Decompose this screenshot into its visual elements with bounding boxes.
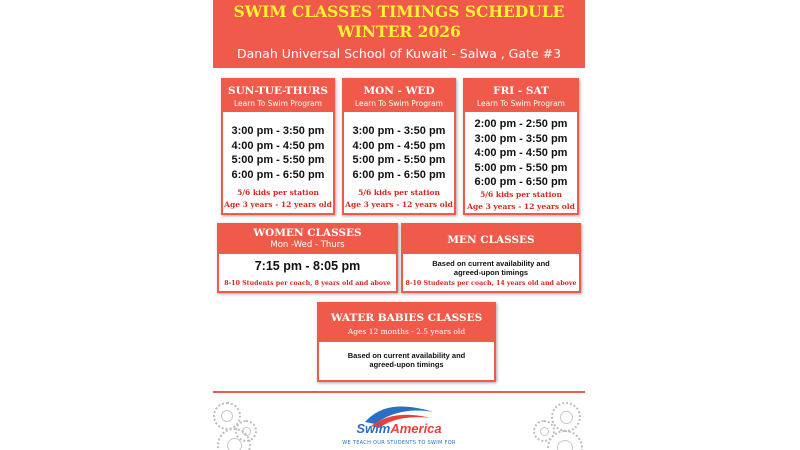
schedule-flyer <box>213 0 585 450</box>
card-header <box>403 225 579 254</box>
card-program: Learn To Swim Program <box>355 99 443 108</box>
water-babies-card <box>317 302 496 382</box>
flyer-title-line2: WINTER 2026 <box>337 22 461 41</box>
time-slot: 3:00 pm - 3:50 pm <box>352 125 446 137</box>
card-title: MEN CLASSES <box>447 234 535 246</box>
time-list <box>344 124 454 182</box>
kids-card-sun-tue-thurs <box>221 78 335 215</box>
time-slot: 6:00 pm - 6:50 pm <box>474 176 568 189</box>
babies-availability-line1: Based on current availability and <box>347 351 466 360</box>
logo-tagline: WE TEACH OUR STUDENTS TO SWIM FOR <box>342 440 456 446</box>
men-availability-line2: agreed-upon timings <box>453 268 529 277</box>
time-slot: 3:00 pm - 3:50 pm <box>231 125 325 137</box>
babies-availability-line2: agreed-upon timings <box>369 360 444 369</box>
age-note: Age 3 years - 12 years old <box>224 200 332 209</box>
logo-brand-part1: Swim <box>356 421 391 436</box>
logo-brand-part2: America <box>390 421 442 436</box>
kids-card-fri-sat <box>463 78 579 215</box>
men-classes-card <box>401 223 581 293</box>
card-header <box>223 80 333 112</box>
footer-divider <box>213 391 585 393</box>
women-classes-card <box>217 223 398 293</box>
card-header <box>319 304 494 342</box>
time-slot: 2:00 pm - 2:50 pm <box>474 118 568 130</box>
time-list <box>223 124 333 182</box>
swimamerica-logo-text <box>213 421 585 436</box>
time-slot: 5:00 pm - 5:50 pm <box>231 154 325 167</box>
time-slot: 4:00 pm - 4:50 pm <box>231 139 325 152</box>
capacity-note: 5/6 kids per station <box>480 190 562 199</box>
card-program: Learn To Swim Program <box>477 99 565 108</box>
babies-ages: Ages 12 months - 2.5 years old <box>347 327 466 336</box>
time-slot: 3:00 pm - 3:50 pm <box>474 132 568 145</box>
card-header <box>219 225 396 254</box>
women-note: 8-10 Students per coach, 8 years old and above <box>224 280 391 287</box>
time-slot: 5:00 pm - 5:50 pm <box>352 154 446 167</box>
men-availability-line1: Based on current availability and <box>432 259 550 268</box>
time-slot: 5:00 pm - 5:50 pm <box>474 161 568 174</box>
flyer-header <box>213 0 585 68</box>
card-program: Learn To Swim Program <box>234 99 322 108</box>
capacity-note: 5/6 kids per station <box>358 188 440 197</box>
age-note: Age 3 years - 12 years old <box>345 200 453 209</box>
card-header <box>344 80 454 112</box>
capacity-note: 5/6 kids per station <box>237 188 319 197</box>
age-note: Age 3 years - 12 years old <box>467 202 575 211</box>
time-slot: 6:00 pm - 6:50 pm <box>352 168 446 181</box>
card-days: FRI - SAT <box>493 85 549 97</box>
time-slot: 4:00 pm - 4:50 pm <box>352 139 446 152</box>
time-list <box>465 117 577 190</box>
card-days: MON - WED <box>363 85 435 97</box>
time-slot: 6:00 pm - 6:50 pm <box>231 168 325 181</box>
card-title: WATER BABIES CLASSES <box>330 312 483 324</box>
women-time: 7:15 pm - 8:05 pm <box>254 259 361 273</box>
location-text: Danah Universal School of Kuwait - Salwa , Gate #3 <box>236 46 562 61</box>
card-title: WOMEN CLASSES <box>253 227 362 239</box>
time-slot: 4:00 pm - 4:50 pm <box>474 147 568 160</box>
card-header <box>465 80 577 112</box>
men-note: 8-10 Students per coach, 14 years old and above <box>405 280 577 287</box>
card-days: Mon -Wed - Thurs <box>270 240 345 250</box>
flyer-title-line1: SWIM CLASSES TIMINGS SCHEDULE <box>233 2 565 21</box>
card-days: SUN-TUE-THURS <box>228 85 328 97</box>
kids-card-mon-wed <box>342 78 456 215</box>
